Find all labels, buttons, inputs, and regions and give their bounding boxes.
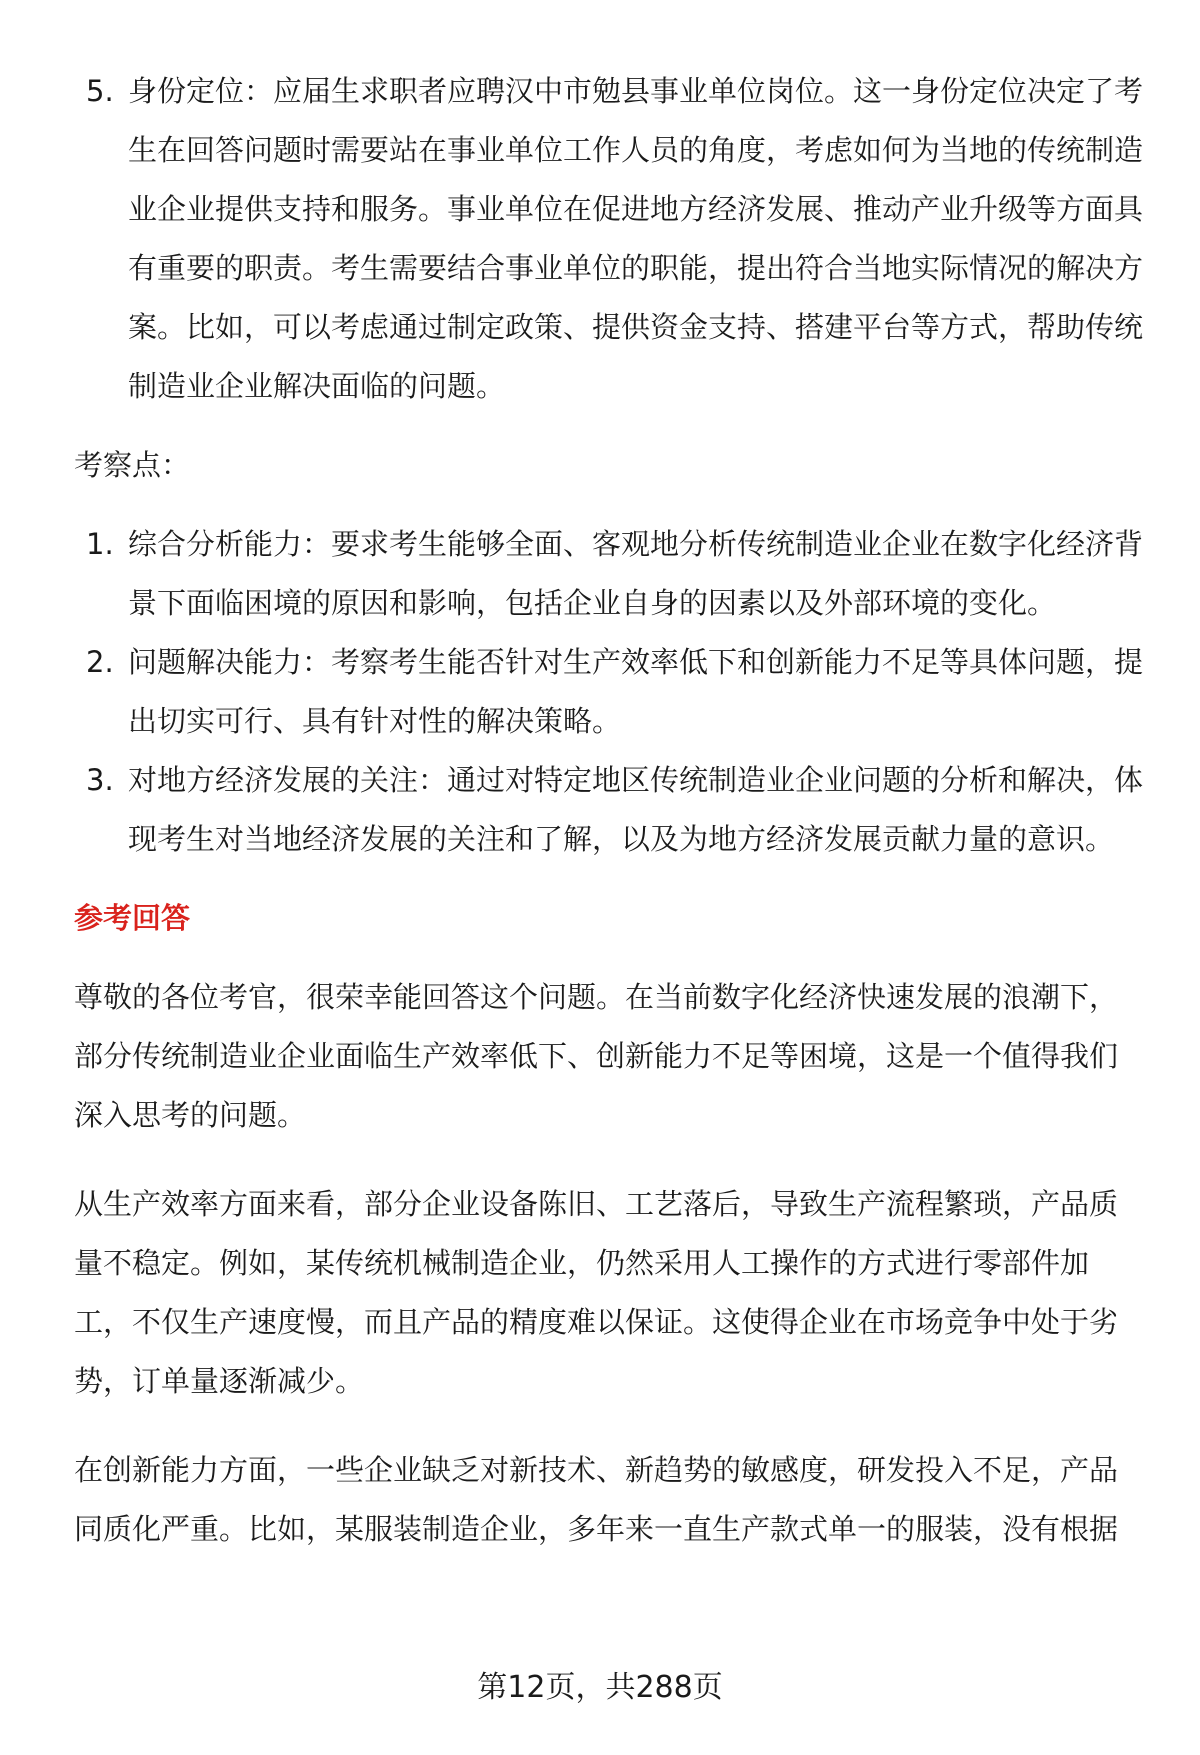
answer-paragraph: 尊敬的各位考官，很荣幸能回答这个问题。在当前数字化经济快速发展的浪潮下，部分传统制造业企业面临生产效率低下、创新能力不足等困境，这是一个值得我们深入思考的问题。: [74, 980, 1119, 1132]
list-item-text: 身份定位：应届生求职者应聘汉中市勉县事业单位岗位。这一身份定位决定了考生在回答问题时需要站在事业单位工作人员的角度，考虑如何为当地的传统制造业企业提供支持和服务。事业单位在促进地方经济发展、推动产业升级等方面具有重要的职责。考生需要结合事业单位的职能，提出符合当地实际情况的解决方案。比如，可以考虑通过制定政策、提供资金支持、搭建平台等方式，帮助传统制造业企业解决面临的问题。: [128, 74, 1144, 403]
list-number: 2.: [86, 645, 114, 679]
document-body: [74, 62, 1144, 1559]
answer-paragraph: 从生产效率方面来看，部分企业设备陈旧、工艺落后，导致生产流程繁琐，产品质量不稳定。例如，某传统机械制造企业，仍然采用人工操作的方式进行零部件加工，不仅生产速度慢，而且产品的精度难以保证。这使得企业在市场竞争中处于劣势，订单量逐渐减少。: [74, 1187, 1119, 1398]
list-item-1: [74, 515, 1144, 633]
list-item-text: 对地方经济发展的关注：通过对特定地区传统制造业企业问题的分析和解决，体现考生对当地经济发展的关注和了解，以及为地方经济发展贡献力量的意识。: [128, 763, 1144, 856]
list-number: 5.: [86, 74, 114, 108]
list-item-3: [74, 751, 1144, 869]
page-number-footer: 第12页，共288页: [477, 1670, 723, 1705]
list-number: 1.: [86, 527, 114, 561]
list-number: 3.: [86, 763, 114, 797]
section-heading-reference-answer: 参考回答: [74, 901, 191, 935]
list-item-2: [74, 633, 1144, 751]
section-heading-review-points: 考察点：: [74, 448, 191, 482]
answer-paragraph: 在创新能力方面，一些企业缺乏对新技术、新趋势的敏感度，研发投入不足，产品同质化严重。比如，某服装制造企业，多年来一直生产款式单一的服装，没有根据: [74, 1453, 1119, 1546]
list-item-text: 问题解决能力：考察考生能否针对生产效率低下和创新能力不足等具体问题，提出切实可行、具有针对性的解决策略。: [128, 645, 1144, 738]
list-item-5: [74, 62, 1144, 416]
list-item-text: 综合分析能力：要求考生能够全面、客观地分析传统制造业企业在数字化经济背景下面临困境的原因和影响，包括企业自身的因素以及外部环境的变化。: [128, 527, 1144, 620]
